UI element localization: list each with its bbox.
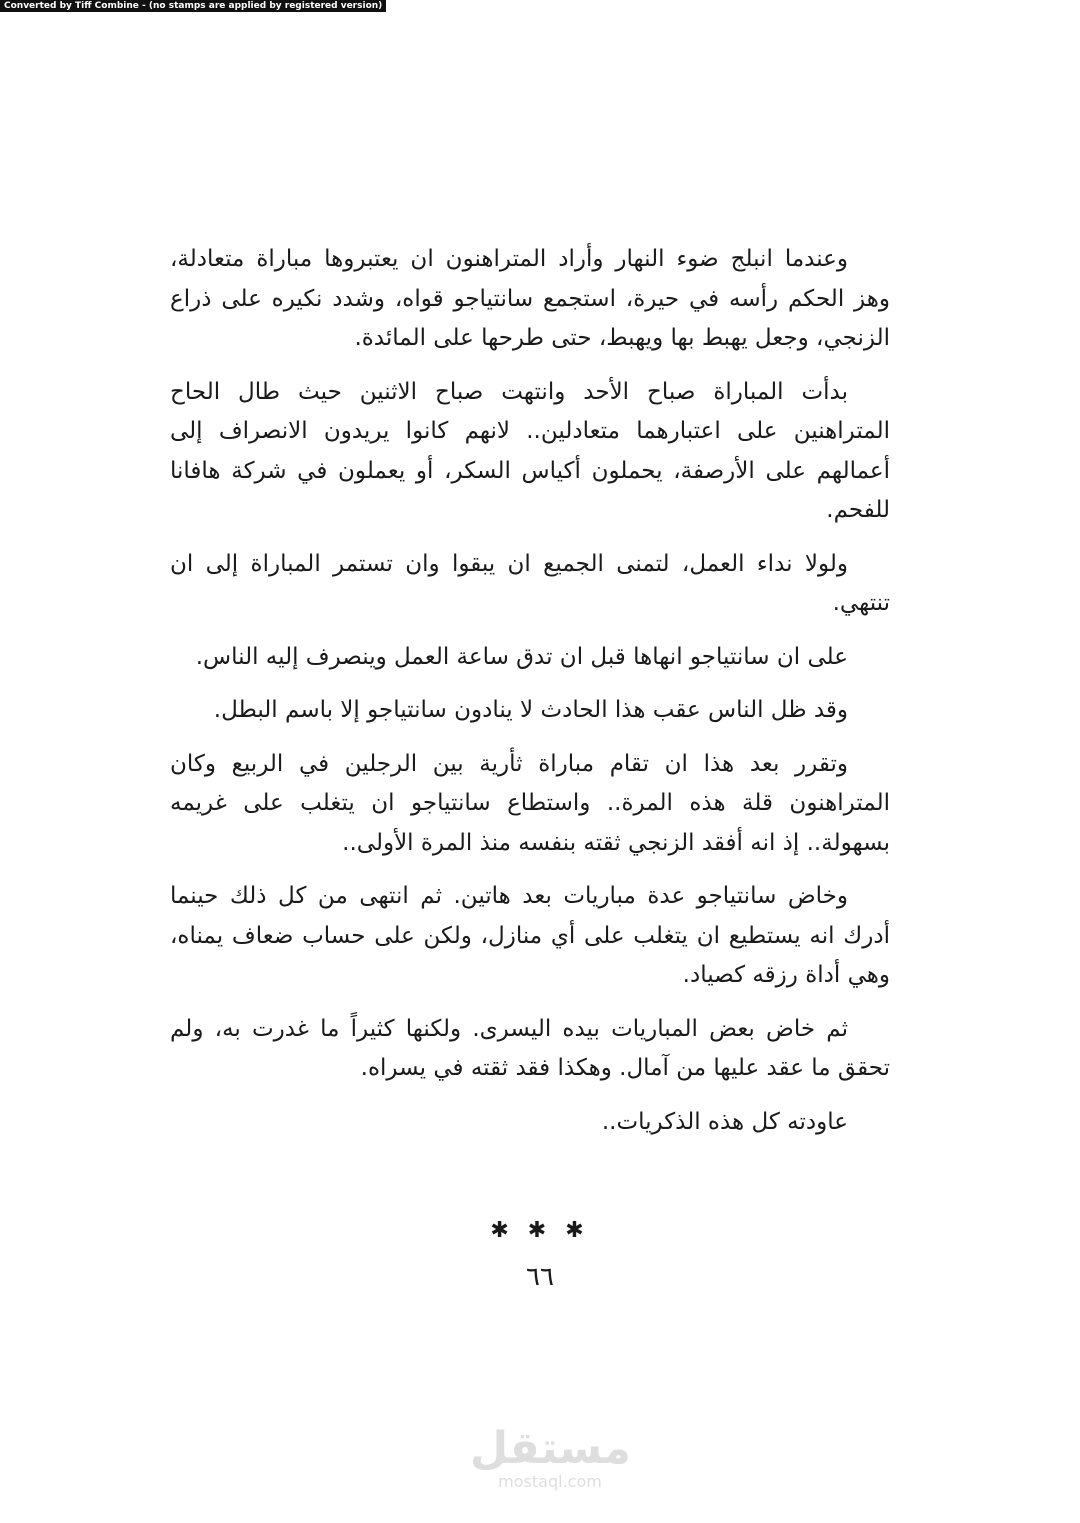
paragraph-6: وتقرر بعد هذا ان تقام مباراة ثأرية بين الرجلين في الربيع وكان المتراهنون قلة هذه المرة.. واستطاع سانتياجو ان يتغلب على غريمه بسهولة.. إذ انه أفقد الزنجي ثقته بنفسه منذ المرة الأولى.. [170, 750, 890, 856]
section-separator: ✱ ✱ ✱ [490, 1218, 590, 1243]
paragraph-8: ثم خاض بعض المباريات بيده اليسرى. ولكنها كثيراً ما غدرت به، ولم تحقق ما عقد عليها من آمال. وهكذا فقد ثقته في يسراه. [170, 1015, 890, 1081]
paragraph-7: وخاض سانتياجو عدة مباريات بعد هاتين. ثم انتهى من كل ذلك حينما أدرك انه يستطيع ان يتغلب على أي منازل، ولكن على حساب ضعاف يمناه، وهي أداة رزقه كصياد. [170, 883, 890, 988]
conversion-stamp: Converted by Tiff Combine - (no stamps are applied by registered version) [0, 0, 386, 12]
paragraph-9: عاودته كل هذه الذكريات.. [601, 1108, 848, 1135]
page-text [170, 240, 890, 1142]
paragraph-4: على ان سانتياجو انهاها قبل ان تدق ساعة العمل وينصرف إليه الناس. [195, 643, 848, 670]
paragraph-1: وعندما انبلج ضوء النهار وأراد المتراهنون ان يعتبروها مباراة متعادلة، وهز الحكم رأسه في حيرة، استجمع سانتياجو قواه، وشدد نكيره على ذراع الزنجي، وجعل يهبط بها ويهبط، حتى طرحها على المائدة. [170, 246, 890, 351]
paragraph-3: ولولا نداء العمل، لتمنى الجميع ان يبقوا وان تستمر المباراة إلى ان تنتهي. [170, 550, 890, 616]
watermark-logo: مستقل [470, 1423, 631, 1474]
mostaql-watermark [470, 1425, 630, 1491]
paragraph-5: وقد ظل الناس عقب هذا الحادث لا ينادون سانتياجو إلا باسم البطل. [213, 697, 848, 723]
page-number: ٦٦ [526, 1262, 554, 1292]
watermark-domain: mostaql.com [498, 1472, 602, 1491]
paragraph-2: بدأت المباراة صباح الأحد وانتهت صباح الاثنين حيث طال الحاح المتراهنين على اعتبارهما متعادلين.. لانهم كانوا يريدون الانصراف إلى أعمالهم على الأرصفة، يحملون أكياس السكر، أو يعملون في شركة هافانا للفحم. [170, 378, 890, 523]
